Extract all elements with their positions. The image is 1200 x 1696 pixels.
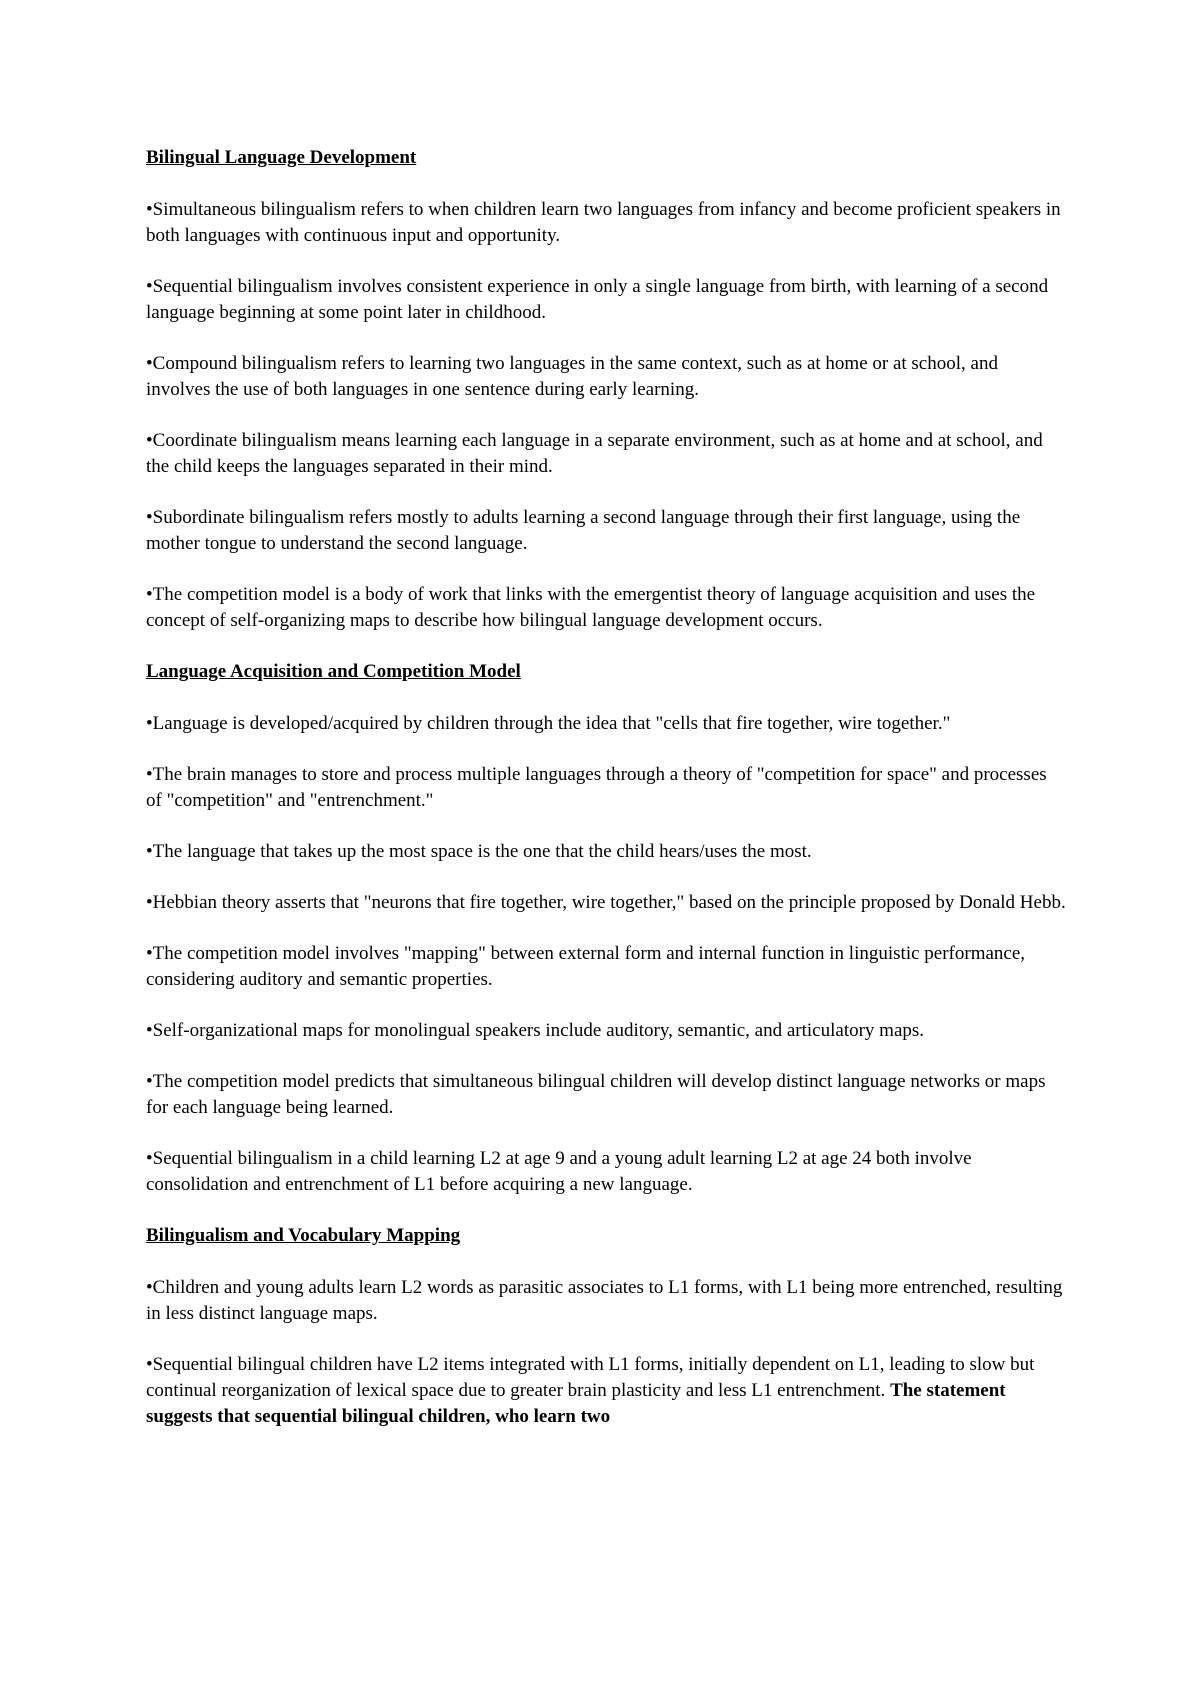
section-bilingual-language-development: [146, 145, 1066, 634]
bullet-paragraph: •The competition model predicts that simultaneous bilingual children will develop distinct language networks or maps for each language being learned.: [146, 1071, 1046, 1118]
bullet-paragraph: •Sequential bilingualism involves consistent experience in only a single language from birth, with learning of a second language beginning at some point later in childhood.: [146, 276, 1049, 323]
bullet-paragraph: •Self-organizational maps for monolingual speakers include auditory, semantic, and articulatory maps.: [146, 1020, 925, 1041]
bold-statement: The statement suggests that sequential bilingual children, who learn two: [146, 1380, 1006, 1427]
bullet-paragraph: •The language that takes up the most space is the one that the child hears/uses the most.: [146, 841, 812, 862]
bullet-paragraph: •Simultaneous bilingualism refers to when children learn two languages from infancy and become proficient speakers in both languages with continuous input and opportunity.: [146, 199, 1061, 246]
section-language-acquisition-competition-model: [146, 659, 1066, 1198]
section-heading: Bilingualism and Vocabulary Mapping: [146, 1225, 461, 1246]
document-page: [146, 145, 1066, 1430]
section-heading: Language Acquisition and Competition Model: [146, 661, 521, 682]
bullet-paragraph: •The brain manages to store and process multiple languages through a theory of "competition for space" and processes of "competition" and "entrenchment.": [146, 764, 1047, 811]
bullet-paragraph: •Sequential bilingualism in a child learning L2 at age 9 and a young adult learning L2 at age 24 both involve consolidation and entrenchment of L1 before acquiring a new language.: [146, 1148, 972, 1195]
section-bilingualism-vocabulary-mapping: [146, 1223, 1066, 1430]
bullet-paragraph: •The competition model involves "mapping" between external form and internal function in linguistic performance, considering auditory and semantic properties.: [146, 943, 1026, 990]
paragraph-text: •Sequential bilingual children have L2 items integrated with L1 forms, initially dependent on L1, leading to slow but continual reorganization of lexical space due to greater brain plasticity and less L1 entrenchment.: [146, 1354, 1035, 1401]
bullet-paragraph: •Subordinate bilingualism refers mostly to adults learning a second language through their first language, using the mother tongue to understand the second language.: [146, 507, 1021, 554]
bullet-paragraph: •Children and young adults learn L2 words as parasitic associates to L1 forms, with L1 being more entrenched, resulting in less distinct language maps.: [146, 1277, 1063, 1324]
bullet-paragraph: •Hebbian theory asserts that "neurons that fire together, wire together," based on the principle proposed by Donald Hebb.: [146, 892, 1066, 913]
bullet-paragraph: •The competition model is a body of work that links with the emergentist theory of language acquisition and uses the concept of self-organizing maps to describe how bilingual language development occurs.: [146, 584, 1036, 631]
bullet-paragraph: •Coordinate bilingualism means learning each language in a separate environment, such as at home and at school, and the child keeps the languages separated in their mind.: [146, 430, 1043, 477]
bullet-paragraph-final: [146, 1352, 1066, 1430]
bullet-paragraph: •Compound bilingualism refers to learning two languages in the same context, such as at home or at school, and involves the use of both languages in one sentence during early learning.: [146, 353, 998, 400]
bullet-paragraph: •Language is developed/acquired by children through the idea that "cells that fire together, wire together.": [146, 713, 951, 734]
section-heading: Bilingual Language Development: [146, 147, 417, 168]
